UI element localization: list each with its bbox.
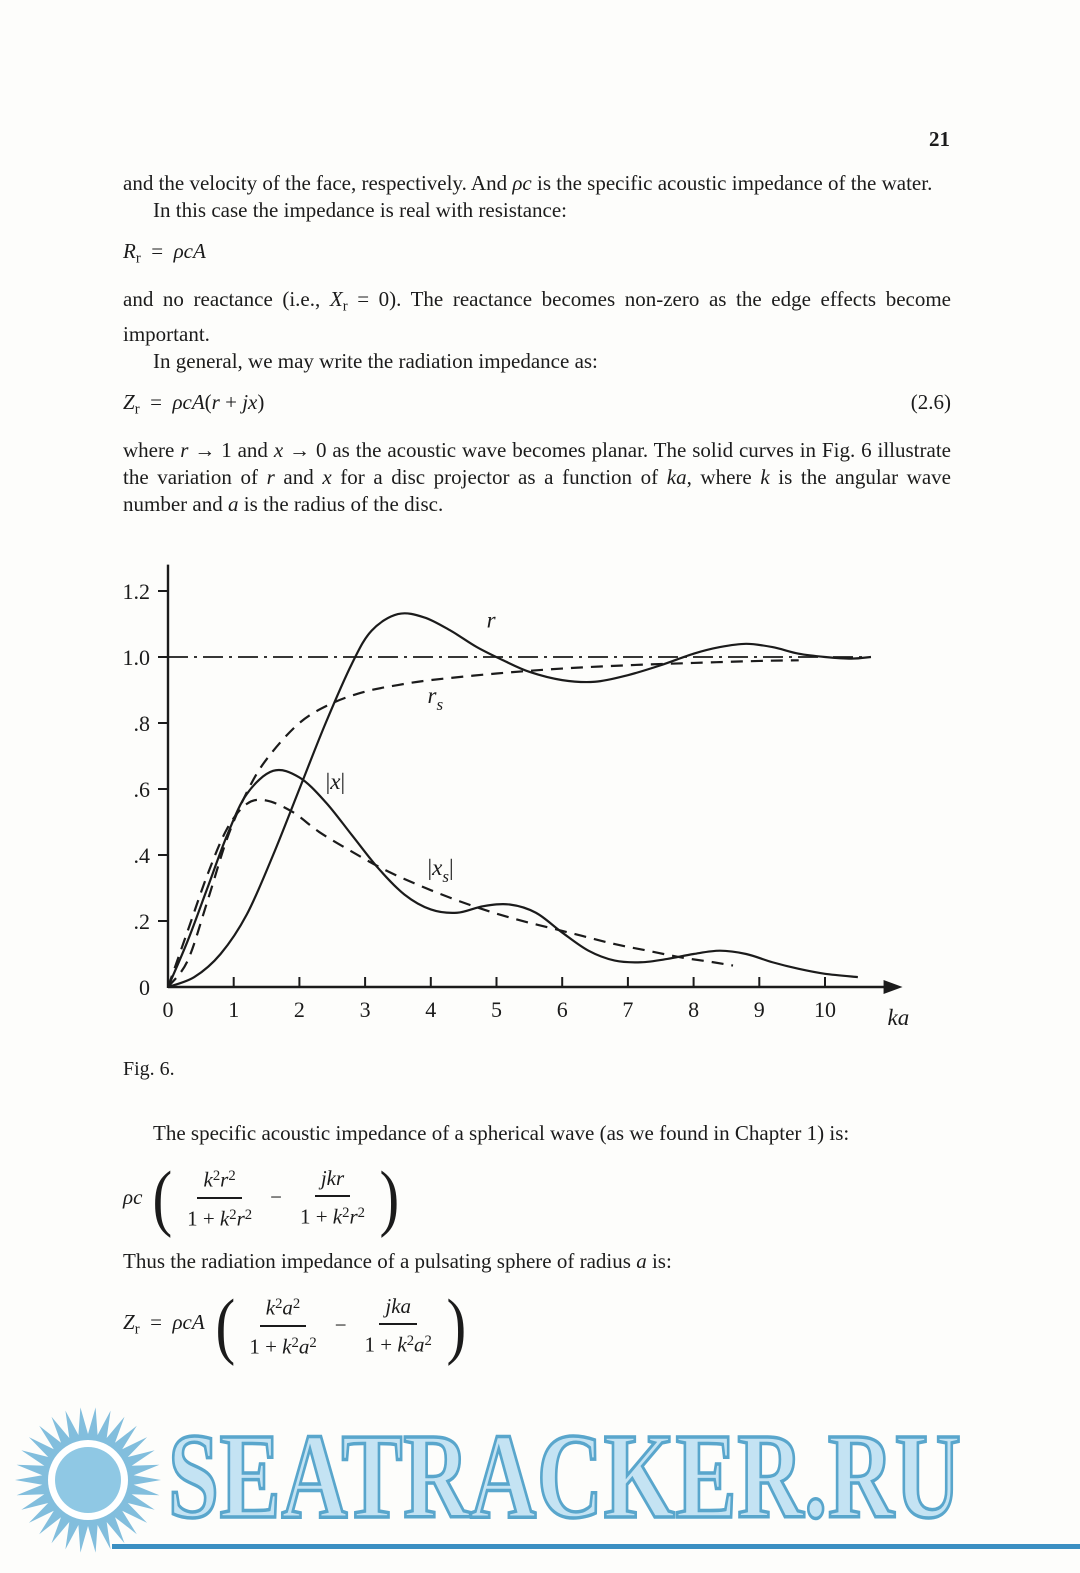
svg-text:1: 1: [228, 997, 240, 1022]
paragraph-pulsating-sphere: Thus the radiation impedance of a pulsating sphere of radius a is:: [123, 1249, 672, 1274]
svg-text:0: 0: [162, 997, 174, 1022]
fraction-denominator: $1 + k^2r^2$: [187, 1206, 253, 1231]
svg-text:ka: ka: [887, 1005, 910, 1030]
fraction-numerator: $k^2a^2$: [260, 1291, 307, 1327]
fraction-denominator: $1 + k^2r^2$: [299, 1204, 365, 1229]
fraction: [243, 1291, 322, 1360]
fraction-numerator: $k^2r^2$: [197, 1163, 241, 1199]
curve-rs: [168, 660, 799, 987]
svg-text:1.0: 1.0: [122, 645, 150, 670]
svg-text:.8: .8: [133, 711, 150, 736]
svg-text:3: 3: [359, 997, 371, 1022]
minus-sign: −: [334, 1313, 347, 1338]
fraction-denominator: $1 + k^2a^2$: [249, 1334, 317, 1359]
svg-text:8: 8: [688, 997, 700, 1022]
curve-r: [168, 613, 871, 987]
watermark: [0, 1402, 1080, 1552]
fraction: [294, 1165, 371, 1231]
paragraph-in-general: In general, we may write the radiation impedance as:: [153, 348, 598, 373]
paragraph-spherical-wave: The specific acoustic impedance of a spherical wave (as we found in Chapter 1) is:: [153, 1121, 850, 1145]
curve-label-r: r: [486, 607, 496, 633]
equation-radiation-impedance-row: [123, 389, 951, 423]
paragraph-where-r-x: where r → 1 and x → 0 as the acoustic wave becomes planar. The solid curves in Fig. 6 illustrate the variation of r and x for a disc projector as a function of ka, where k is the angular wave number and a is the radius of the disc.: [123, 438, 951, 517]
fraction-numerator: jkr: [315, 1165, 350, 1197]
curve-label-abs-xs: $|x_s|$: [427, 854, 454, 886]
curve-abs-xs: [168, 800, 733, 987]
svg-text:9: 9: [753, 997, 765, 1022]
svg-text:.6: .6: [133, 777, 150, 802]
paragraph-no-reactance: and no reactance (i.e., $X_r = 0$). The reactance becomes non-zero as the edge effects become important.: [123, 287, 951, 346]
minus-sign: −: [270, 1185, 282, 1210]
page-number: 21: [929, 127, 950, 151]
x-axis-arrow: [884, 980, 903, 994]
equation-resistance: $R_r = \rho cA$: [123, 239, 206, 267]
equation-prefix: $Z_r = \rho cA$: [123, 1309, 205, 1338]
figure-6-chart: [110, 548, 970, 1053]
paragraph-impedance-water: and the velocity of the face, respectively. And ρc is the specific acoustic impedance of the water.: [123, 171, 933, 195]
svg-text:.2: .2: [133, 909, 150, 934]
svg-text:6: 6: [556, 997, 568, 1022]
equation-pulsating-sphere-impedance: $Z_r = \rho cA$ ( $\frac{k^2a^2}{1 + k^2a^2}$ − $\frac{\text{jka}}{1 + k^2a^2}$ ): [123, 1284, 467, 1367]
sun-icon: [8, 1406, 168, 1556]
paragraph-real-impedance: In this case the impedance is real with resistance:: [153, 198, 568, 222]
watermark-text: SEATRACKER.RU: [168, 1409, 962, 1544]
svg-text:10: 10: [814, 997, 836, 1022]
equation-prefix: ρc: [123, 1185, 143, 1210]
text-block-top: [123, 170, 951, 518]
text-block-bottom: [123, 1120, 951, 1376]
svg-text:1.2: 1.2: [122, 579, 150, 604]
fraction: [359, 1293, 438, 1359]
svg-text:5: 5: [491, 997, 502, 1022]
svg-text:.4: .4: [133, 843, 150, 868]
curve-label-abs-x: |x|: [325, 769, 346, 794]
equation-spherical-impedance: ρc ( $\frac{k^2r^2}{1 + k^2r^2}$ − $\frac{\text{jkr}}{1 + k^2r^2}$ ): [123, 1156, 400, 1239]
equation-number: (2.6): [910, 389, 951, 414]
equation-radiation-impedance: $Z_r = \rho cA(r + jx)$: [123, 389, 265, 418]
curve-label-rs: $r_s$: [427, 683, 444, 715]
figure-6: [110, 548, 970, 1053]
fraction-numerator: jka: [379, 1293, 417, 1325]
fraction-denominator: $1 + k^2a^2$: [364, 1332, 432, 1357]
svg-text:4: 4: [425, 997, 437, 1022]
svg-text:2: 2: [293, 997, 305, 1022]
bottom-divider: [112, 1544, 1080, 1549]
svg-text:0: 0: [139, 975, 150, 1000]
svg-text:7: 7: [622, 997, 634, 1022]
fraction: [181, 1163, 258, 1232]
figure-caption: Fig. 6.: [123, 1058, 175, 1080]
